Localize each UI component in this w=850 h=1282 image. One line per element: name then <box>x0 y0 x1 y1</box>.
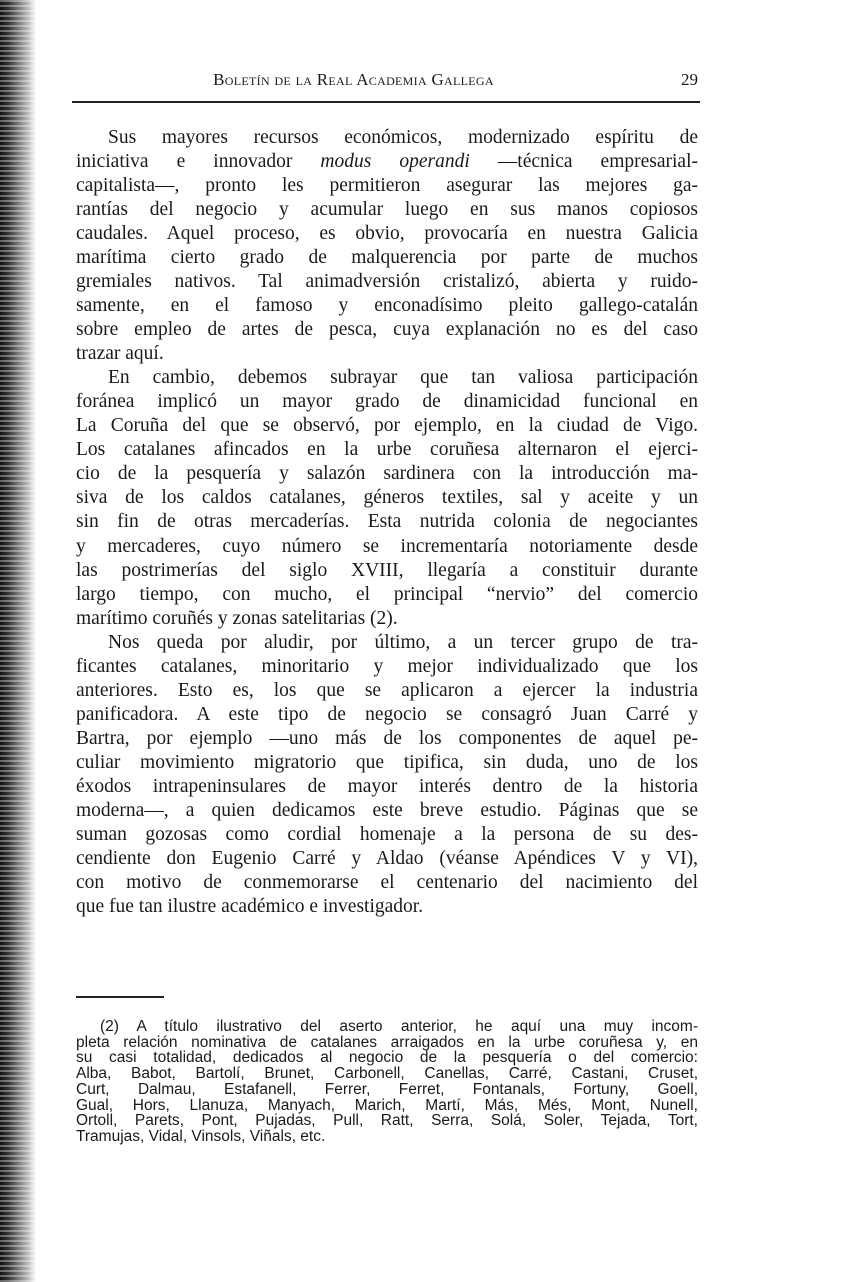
text-line: samente, en el famoso y enconadísimo pleito gallego-catalán <box>76 295 698 317</box>
text-line <box>76 150 698 174</box>
text-line: sobre empleo de artes de pesca, cuya explanación no es del caso <box>76 319 698 341</box>
text-line: moderna—, a quien dedicamos este breve estudio. Páginas que se <box>76 799 698 821</box>
footnote-line: Gual, Hors, Llanuza, Manyach, Marich, Martí, Más, Més, Mont, Nunell, <box>76 1096 698 1114</box>
text-line: En cambio, debemos subrayar que tan valiosa participación <box>108 367 698 389</box>
text-line: gremiales nativos. Tal animadversión cristalizó, abierta y ruido- <box>76 271 698 293</box>
footnote-line: Curt, Dalmau, Estafanell, Ferrer, Ferret, Fontanals, Fortuny, Goell, <box>76 1080 698 1098</box>
text-line: largo tiempo, con mucho, el principal “nervio” del comercio <box>76 583 698 605</box>
text-line: caudales. Aquel proceso, es obvio, provocaría en nuestra Galicia <box>76 223 698 245</box>
page-header <box>76 70 698 94</box>
text-line: anteriores. Esto es, los que se aplicaron a ejercer la industria <box>76 679 698 701</box>
text-line: La Coruña del que se observó, por ejemplo, en la ciudad de Vigo. <box>76 415 698 437</box>
footnote-line: Tramujas, Vidal, Vinsols, Viñals, etc. <box>76 1127 326 1145</box>
footnote-line: pleta relación nominativa de catalanes arraigados en la urbe coruñesa y, en <box>76 1033 698 1051</box>
footnote-line: Ortoll, Parets, Pont, Pujadas, Pull, Ratt, Serra, Solá, Soler, Tejada, Tort, <box>76 1112 698 1130</box>
text-line: las postrimerías del siglo XVIII, llegaría a constituir durante <box>76 559 698 581</box>
page-number: 29 <box>681 70 698 89</box>
text-line: trazar aquí. <box>76 343 164 365</box>
scan-binding-edge <box>0 0 36 1282</box>
text-line: Nos queda por aludir, por último, a un tercer grupo de tra- <box>108 631 698 653</box>
text-line: con motivo de conmemorarse el centenario del nacimiento del <box>76 871 698 893</box>
footnote-rule <box>76 996 164 998</box>
text-line: Bartra, por ejemplo —uno más de los componentes de aquel pe- <box>76 727 698 749</box>
text-line: sin fin de otras mercaderías. Esta nutrida colonia de negociantes <box>76 511 698 533</box>
text-line: culiar movimiento migratorio que tipifica, sin duda, uno de los <box>76 751 698 773</box>
text-line: cendiente don Eugenio Carré y Aldao (véanse Apéndices V y VI), <box>76 847 698 869</box>
footnote-line: su casi totalidad, dedicados al negocio de la pesquería o del comercio: <box>76 1049 698 1067</box>
footnote-line: (2) A título ilustrativo del aserto anterior, he aquí una muy incom- <box>100 1018 698 1035</box>
text-line: ficantes catalanes, minoritario y mejor individualizado que los <box>76 655 698 677</box>
footnote-line: Alba, Babot, Bartolí, Brunet, Carbonell, Canellas, Carré, Castani, Cruset, <box>76 1065 698 1083</box>
header-rule <box>72 101 700 103</box>
text-segment: —técnica empresarial- <box>469 151 698 173</box>
text-line: Sus mayores recursos económicos, modernizado espíritu de <box>108 127 698 148</box>
text-line: panificadora. A este tipo de negocio se consagró Juan Carré y <box>76 703 698 725</box>
text-line: marítima cierto grado de malquerencia por parte de muchos <box>76 247 698 269</box>
italic-phrase: modus operandi <box>320 151 470 173</box>
text-line: foránea implicó un mayor grado de dinamicidad funcional en <box>76 391 698 413</box>
text-line: y mercaderes, cuyo número se incrementaría notoriamente desde <box>76 535 698 557</box>
text-line: cio de la pesquería y salazón sardinera con la introducción ma- <box>76 463 698 485</box>
text-line: rantías del negocio y acumular luego en sus manos copiosos <box>76 199 698 221</box>
text-line: marítimo coruñés y zonas satelitarias (2). <box>76 607 398 629</box>
text-line: éxodos intrapeninsulares de mayor interés dentro de la historia <box>76 775 698 797</box>
text-line: Los catalanes afincados en la urbe coruñesa alternaron el ejerci- <box>76 439 698 461</box>
text-line: capitalista—, pronto les permitieron asegurar las mejores ga- <box>76 175 698 197</box>
running-title: Boletín de la Real Academia Gallega <box>213 70 494 89</box>
text-segment: iniciativa e innovador <box>76 151 321 173</box>
text-line: que fue tan ilustre académico e investigador. <box>76 895 424 917</box>
text-line: suman gozosas como cordial homenaje a la persona de su des- <box>76 823 698 845</box>
text-line: siva de los caldos catalanes, géneros textiles, sal y aceite y un <box>76 487 698 509</box>
